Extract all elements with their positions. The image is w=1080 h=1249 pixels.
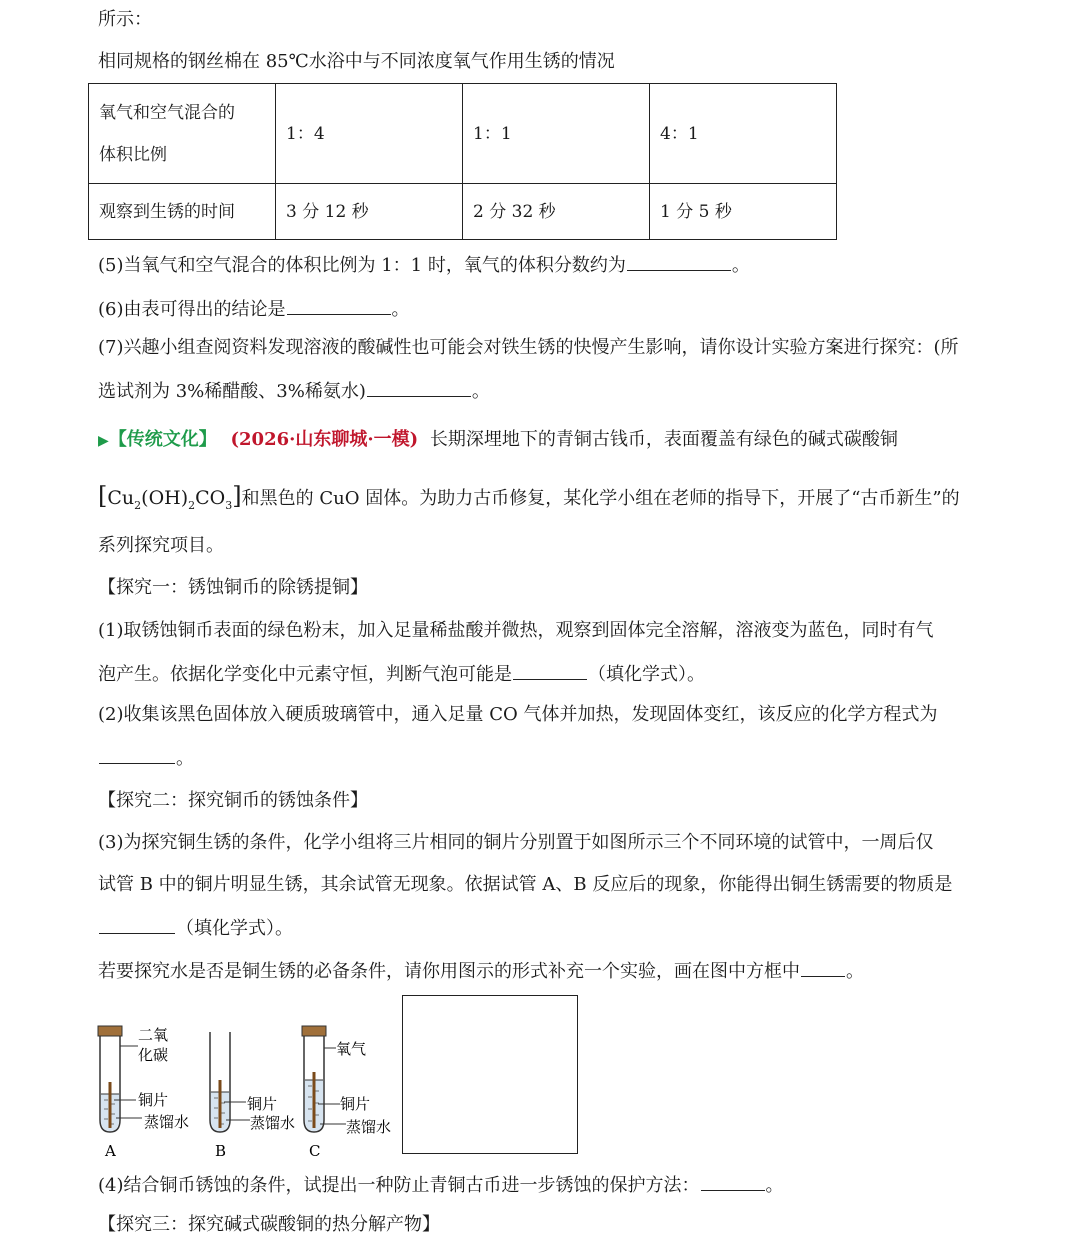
formula-sub: 2 (134, 498, 142, 512)
table-header-ratio-line1: 氧气和空气混合的 (99, 102, 235, 123)
formula-bracket-close: ] (232, 482, 242, 510)
label-b-copper: 铜片 (247, 1095, 278, 1113)
explore1-title: 【探究一：锈蚀铜币的除锈提铜】 (98, 577, 368, 598)
label-c-water: 蒸馏水 (346, 1118, 392, 1136)
question-3-extra (98, 958, 864, 984)
table-header-ratio (89, 84, 276, 184)
triangle-icon: ▶ (98, 433, 109, 449)
formula-sub: 3 (225, 498, 233, 512)
question-3-end: （填化学式）。 (176, 918, 293, 939)
question-6-end: 。 (391, 299, 410, 320)
label-c-gas: 氧气 (336, 1040, 367, 1058)
question-1-text: 泡产生。依据化学变化中元素守恒，判断气泡可能是 (98, 664, 512, 685)
label-b: B (215, 1142, 227, 1160)
test-tube-a (98, 1026, 142, 1132)
answer-blank[interactable] (701, 1172, 765, 1191)
question-7-line2 (98, 378, 490, 404)
question-3-line1: (3)为探究铜生锈的条件，化学小组将三片相同的铜片分别置于如图所示三个不同环境的试管中，一周后仅 (98, 832, 934, 853)
stopper-icon (98, 1026, 122, 1036)
label-a-gas-1: 二氧 (138, 1026, 169, 1044)
section-tag: 【传统文化】 (108, 429, 217, 450)
question-3-extra-text: 若要探究水是否是铜生锈的必备条件，请你用图示的形式补充一个实验，画在图中方框中 (98, 961, 800, 982)
question-3-line2: 试管 B 中的铜片明显生锈，其余试管无现象。依据试管 A、B 反应后的现象，你能得出铜生锈需要的物质是 (98, 874, 953, 895)
answer-blank[interactable] (287, 296, 391, 315)
rust-time-table (88, 83, 837, 240)
table-cell: 3 分 12 秒 (276, 184, 463, 240)
question-4 (98, 1172, 784, 1198)
label-c: C (309, 1142, 321, 1160)
test-tube-b (210, 1032, 250, 1132)
table-cell: 2 分 32 秒 (463, 184, 650, 240)
question-7-text: 选试剂为 3%稀醋酸、3%稀氨水) (98, 381, 366, 402)
question-3-line3 (98, 915, 293, 941)
question-1-end: （填化学式）。 (588, 664, 705, 685)
table-row (89, 84, 837, 184)
explore3-title: 【探究三：探究碱式碳酸铜的热分解产物】 (98, 1214, 440, 1235)
answer-blank[interactable] (99, 915, 175, 934)
table-cell: 4：1 (650, 84, 837, 184)
label-a: A (105, 1142, 116, 1160)
question-7-end: 。 (471, 381, 490, 402)
table-cell: 1：1 (463, 84, 650, 184)
table-caption: 相同规格的钢丝棉在 85℃水浴中与不同浓度氧气作用生锈的情况 (98, 51, 615, 72)
table-header-ratio-line2: 体积比例 (99, 144, 167, 165)
label-c-copper: 铜片 (340, 1095, 371, 1113)
section-line2 (98, 484, 960, 518)
question-6 (98, 296, 410, 322)
formula-cu: Cu (107, 487, 135, 509)
question-2-end: 。 (176, 748, 194, 769)
question-6-text: (6)由表可得出的结论是 (98, 299, 286, 320)
stopper-icon (302, 1026, 326, 1036)
section-source: (2026·山东聊城·一模) (230, 429, 419, 450)
formula-bracket-open: [ (98, 482, 108, 510)
section-heading (98, 428, 898, 453)
answer-drawing-box[interactable] (402, 995, 578, 1154)
formula-co: CO (195, 487, 226, 509)
answer-blank[interactable] (801, 958, 845, 977)
table-cell: 1 分 5 秒 (650, 184, 837, 240)
answer-blank[interactable] (99, 745, 175, 764)
answer-blank[interactable] (627, 252, 731, 271)
question-3-extra-end: 。 (846, 961, 864, 982)
question-7-line1: (7)兴趣小组查阅资料发现溶液的酸碱性也可能会对铁生锈的快慢产生影响，请你设计实验方案进行探究：(所 (98, 337, 959, 358)
question-4-end: 。 (765, 1175, 784, 1196)
table-header-time: 观察到生锈的时间 (89, 184, 276, 240)
explore2-title: 【探究二：探究铜币的锈蚀条件】 (98, 790, 368, 811)
formula-oh: (OH) (141, 487, 189, 509)
section-line2-text: 和黑色的 CuO 固体。为助力古币修复，某化学小组在老师的指导下，开展了“古币新生”的 (241, 488, 960, 509)
formula-sub: 2 (188, 498, 196, 512)
answer-blank[interactable] (367, 378, 471, 397)
section-line1: 长期深埋地下的青铜古钱币，表面覆盖有绿色的碱式碳酸铜 (429, 429, 898, 450)
section-line3: 系列探究项目。 (98, 535, 224, 556)
label-a-water: 蒸馏水 (144, 1113, 190, 1131)
chemical-formula (98, 482, 242, 512)
answer-blank[interactable] (513, 661, 587, 680)
intro-text: 所示： (98, 9, 152, 30)
test-tube-figure (90, 1020, 400, 1160)
question-1-line1: (1)取锈蚀铜币表面的绿色粉末，加入足量稀盐酸并微热，观察到固体完全溶解，溶液变为蓝色，同时有气 (98, 620, 934, 641)
question-2-line2 (98, 745, 194, 771)
question-2-line1: (2)收集该黑色固体放入硬质玻璃管中，通入足量 CO 气体并加热，发现固体变红，该反应的化学方程式为 (98, 704, 938, 725)
label-b-water: 蒸馏水 (250, 1114, 296, 1132)
question-5-text: (5)当氧气和空气混合的体积比例为 1：1 时，氧气的体积分数约为 (98, 255, 626, 276)
question-5-end: 。 (731, 255, 750, 276)
label-a-gas-2: 化碳 (138, 1046, 169, 1064)
question-4-text: (4)结合铜币锈蚀的条件，试提出一种防止青铜古币进一步锈蚀的保护方法： (98, 1175, 700, 1196)
question-5 (98, 252, 750, 278)
label-a-copper: 铜片 (138, 1091, 169, 1109)
table-row (89, 184, 837, 240)
table-cell: 1：4 (276, 84, 463, 184)
question-1-line2 (98, 661, 705, 687)
